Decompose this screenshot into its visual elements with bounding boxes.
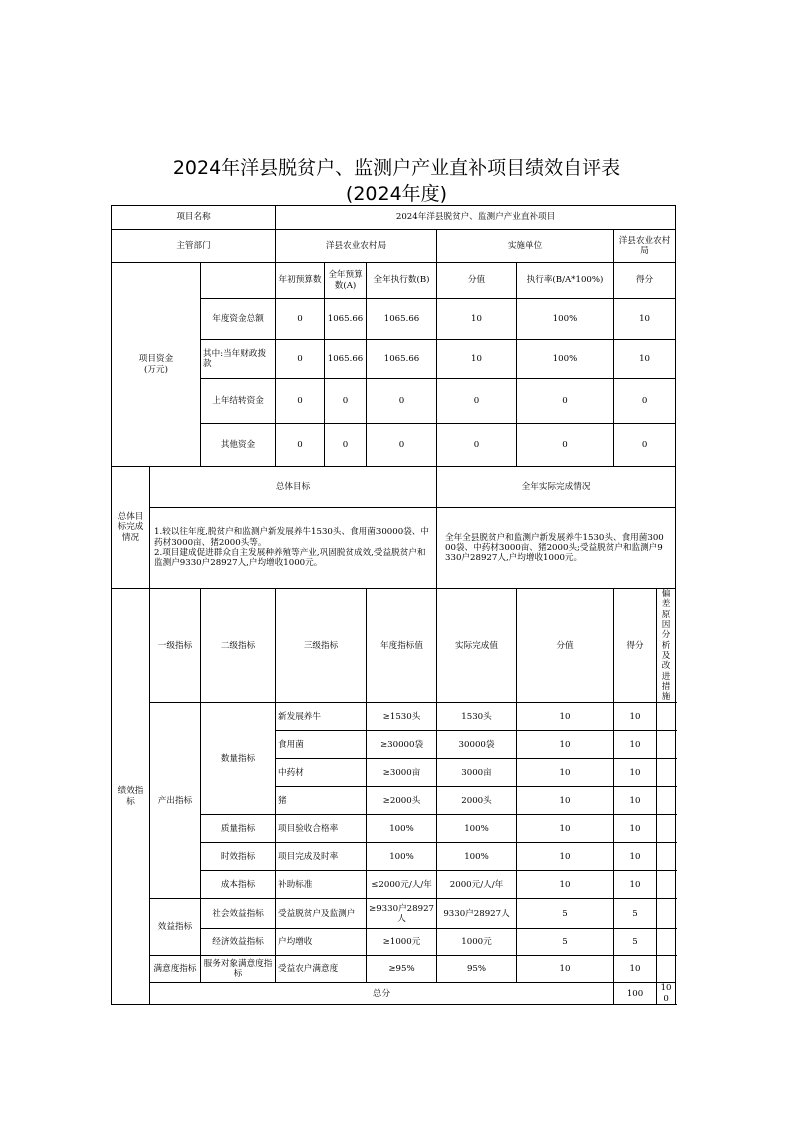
got-value: 5 bbox=[614, 899, 657, 929]
got-value: 10 bbox=[614, 703, 657, 731]
got-value: 10 bbox=[614, 843, 657, 871]
note-value bbox=[657, 843, 676, 871]
funds-cell: 1065.66 bbox=[325, 340, 367, 379]
score-value: 10 bbox=[517, 731, 614, 759]
overall-label: 总体目标完成情况 bbox=[112, 467, 150, 589]
note-value bbox=[657, 703, 676, 731]
actual-value: 2000元/人/年 bbox=[437, 871, 517, 899]
perf-header: 年度指标值 bbox=[367, 589, 437, 703]
actual-value: 100% bbox=[437, 843, 517, 871]
funds-row-name: 上年结转资金 bbox=[201, 379, 276, 424]
note-value bbox=[657, 899, 676, 929]
funds-row-name: 其他资金 bbox=[201, 424, 276, 467]
level2-label: 质量指标 bbox=[201, 815, 276, 843]
funds-cell: 10 bbox=[614, 340, 676, 379]
target-value: ≥95% bbox=[367, 956, 437, 983]
got-value: 10 bbox=[614, 871, 657, 899]
level2-label: 数量指标 bbox=[201, 703, 276, 815]
level3-label: 户均增收 bbox=[276, 929, 367, 956]
project-name-value: 2024年洋县脱贫户、监测户产业直补项目 bbox=[276, 206, 676, 230]
funds-header: 分值 bbox=[437, 263, 517, 299]
got-value: 5 bbox=[614, 929, 657, 956]
funds-cell: 0 bbox=[614, 379, 676, 424]
project-name-label: 项目名称 bbox=[112, 206, 276, 230]
funds-cell: 0 bbox=[517, 424, 614, 467]
funds-cell: 0 bbox=[276, 340, 325, 379]
level2-label: 经济效益指标 bbox=[201, 929, 276, 956]
target-value: ≤2000元/人/年 bbox=[367, 871, 437, 899]
target-value: 100% bbox=[367, 843, 437, 871]
funds-cell: 0 bbox=[367, 424, 437, 467]
score-value: 10 bbox=[517, 871, 614, 899]
funds-row-name: 其中:当年财政拨款 bbox=[201, 340, 276, 379]
funds-cell: 1065.66 bbox=[367, 299, 437, 340]
actual-value: 1530头 bbox=[437, 703, 517, 731]
level2-label: 服务对象满意度指标 bbox=[201, 956, 276, 983]
funds-cell: 0 bbox=[614, 424, 676, 467]
perf-header: 三级指标 bbox=[276, 589, 367, 703]
funds-cell: 0 bbox=[367, 379, 437, 424]
funds-cell: 1065.66 bbox=[325, 299, 367, 340]
overall-actual-text: 全年全县脱贫户和监测户新发展养牛1530头、食用菌30000袋、中药材3000亩、猪2000头;受益脱贫户和监测户9330户28927人,户均增收1000元。 bbox=[437, 508, 676, 589]
target-value: ≥30000袋 bbox=[367, 731, 437, 759]
actual-value: 30000袋 bbox=[437, 731, 517, 759]
score-value: 5 bbox=[517, 929, 614, 956]
level1-label: 产出指标 bbox=[150, 703, 201, 899]
funds-header: 得分 bbox=[614, 263, 676, 299]
score-value: 10 bbox=[517, 843, 614, 871]
funds-header-blank bbox=[201, 263, 276, 299]
score-value: 10 bbox=[517, 956, 614, 983]
funds-cell: 0 bbox=[325, 424, 367, 467]
got-value: 10 bbox=[614, 759, 657, 787]
actual-value: 1000元 bbox=[437, 929, 517, 956]
funds-cell: 10 bbox=[437, 299, 517, 340]
actual-value: 100% bbox=[437, 815, 517, 843]
impl-value: 洋县农业农村局 bbox=[614, 230, 676, 263]
funds-header: 全年预算数(A) bbox=[325, 263, 367, 299]
perf-header: 分值 bbox=[517, 589, 614, 703]
level2-label: 时效指标 bbox=[201, 843, 276, 871]
target-value: ≥1530头 bbox=[367, 703, 437, 731]
level2-label: 社会效益指标 bbox=[201, 899, 276, 929]
score-value: 10 bbox=[517, 787, 614, 815]
got-value: 10 bbox=[614, 787, 657, 815]
overall-goal-header: 总体目标 bbox=[150, 467, 437, 508]
target-value: ≥1000元 bbox=[367, 929, 437, 956]
level3-label: 受益农户满意度 bbox=[276, 956, 367, 983]
level3-label: 补助标准 bbox=[276, 871, 367, 899]
score-value: 10 bbox=[517, 703, 614, 731]
overall-actual-header: 全年实际完成情况 bbox=[437, 467, 676, 508]
page-title: 2024年洋县脱贫户、监测户产业直补项目绩效自评表 bbox=[172, 157, 621, 179]
actual-value: 9330户28927人 bbox=[437, 899, 517, 929]
note-value bbox=[657, 929, 676, 956]
level3-label: 猪 bbox=[276, 787, 367, 815]
note-value bbox=[657, 759, 676, 787]
target-value: ≥3000亩 bbox=[367, 759, 437, 787]
got-value: 10 bbox=[614, 956, 657, 983]
level2-label: 成本指标 bbox=[201, 871, 276, 899]
funds-cell: 1065.66 bbox=[367, 340, 437, 379]
perf-header: 得分 bbox=[614, 589, 657, 703]
funds-cell: 100% bbox=[517, 340, 614, 379]
total-got: 100 bbox=[657, 983, 676, 1005]
level3-label: 中药材 bbox=[276, 759, 367, 787]
impl-label: 实施单位 bbox=[437, 230, 614, 263]
note-value bbox=[657, 815, 676, 843]
funds-cell: 0 bbox=[325, 379, 367, 424]
funds-cell: 100% bbox=[517, 299, 614, 340]
self-evaluation-table bbox=[111, 205, 676, 1005]
actual-value: 95% bbox=[437, 956, 517, 983]
level3-label: 新发展养牛 bbox=[276, 703, 367, 731]
score-value: 10 bbox=[517, 815, 614, 843]
funds-header: 全年执行数(B) bbox=[367, 263, 437, 299]
got-value: 10 bbox=[614, 731, 657, 759]
target-value: ≥9330户28927人 bbox=[367, 899, 437, 929]
funds-label: 项目资金 (万元) bbox=[112, 263, 201, 467]
level3-label: 受益脱贫户及监测户 bbox=[276, 899, 367, 929]
funds-header: 年初预算数 bbox=[276, 263, 325, 299]
perf-header: 二级指标 bbox=[201, 589, 276, 703]
level3-label: 食用菌 bbox=[276, 731, 367, 759]
funds-header: 执行率(B/A*100%) bbox=[517, 263, 614, 299]
note-value bbox=[657, 871, 676, 899]
funds-cell: 10 bbox=[437, 340, 517, 379]
note-value bbox=[657, 731, 676, 759]
dept-label: 主管部门 bbox=[112, 230, 276, 263]
performance-label: 绩效指标 bbox=[112, 589, 150, 1005]
score-value: 5 bbox=[517, 899, 614, 929]
overall-goal-text: 1.较以往年度,脱贫户和监测户新发展养牛1530头、食用菌30000袋、中药材3000亩、猪2000头等。 2.项目建成促进群众自主发展种养殖等产业,巩固脱贫成效,受益脱贫户和监测户9330户28927人,户均增收1000元。 bbox=[150, 508, 437, 589]
target-value: ≥2000头 bbox=[367, 787, 437, 815]
perf-header: 实际完成值 bbox=[437, 589, 517, 703]
total-score: 100 bbox=[614, 983, 657, 1005]
got-value: 10 bbox=[614, 815, 657, 843]
funds-cell: 0 bbox=[437, 424, 517, 467]
actual-value: 2000头 bbox=[437, 787, 517, 815]
target-value: 100% bbox=[367, 815, 437, 843]
total-label: 总分 bbox=[150, 983, 614, 1005]
funds-cell: 0 bbox=[276, 424, 325, 467]
funds-cell: 0 bbox=[437, 379, 517, 424]
note-value bbox=[657, 956, 676, 983]
level3-label: 项目验收合格率 bbox=[276, 815, 367, 843]
perf-header: 一级指标 bbox=[150, 589, 201, 703]
level3-label: 项目完成及时率 bbox=[276, 843, 367, 871]
funds-cell: 0 bbox=[517, 379, 614, 424]
funds-cell: 10 bbox=[614, 299, 676, 340]
perf-header: 偏差原因分析及改进措施 bbox=[657, 589, 676, 703]
funds-cell: 0 bbox=[276, 379, 325, 424]
level1-label: 满意度指标 bbox=[150, 956, 201, 983]
funds-row-name: 年度资金总额 bbox=[201, 299, 276, 340]
page-subtitle: (2024年度) bbox=[345, 183, 448, 205]
dept-value: 洋县农业农村局 bbox=[276, 230, 437, 263]
level1-label: 效益指标 bbox=[150, 899, 201, 956]
funds-cell: 0 bbox=[276, 299, 325, 340]
actual-value: 3000亩 bbox=[437, 759, 517, 787]
note-value bbox=[657, 787, 676, 815]
score-value: 10 bbox=[517, 759, 614, 787]
